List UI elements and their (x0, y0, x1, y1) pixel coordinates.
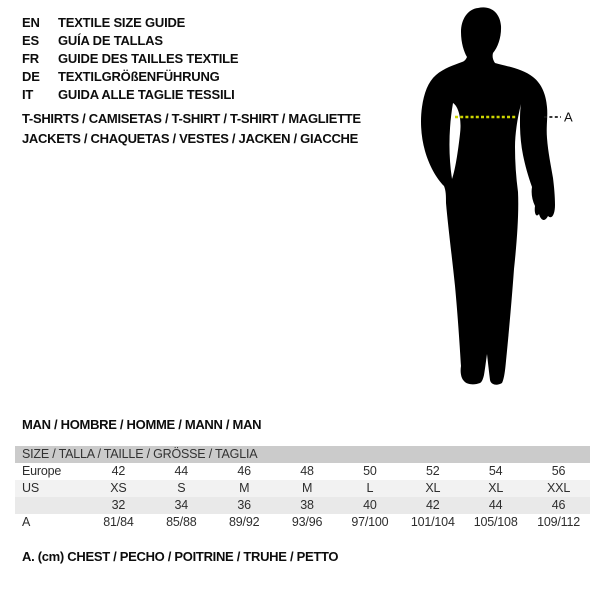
table-cell: 56 (551, 464, 566, 478)
table-cell: 54 (488, 464, 503, 478)
size-table (15, 446, 590, 531)
language-label: GUIDA ALLE TAGLIE TESSILI (58, 86, 235, 102)
table-cell: M (239, 481, 250, 495)
table-cell: 32 (111, 498, 126, 512)
row-label: US (22, 481, 39, 495)
table-cell: M (301, 481, 313, 495)
language-row (22, 31, 238, 49)
table-cell: 42 (111, 464, 126, 478)
table-cell: 101/104 (410, 515, 455, 529)
table-cell: 40 (363, 498, 377, 512)
table-cell: 36 (237, 498, 251, 512)
table-cell: XS (110, 481, 127, 495)
table-cell: 48 (300, 464, 314, 478)
measurement-footnote: A. (cm) CHEST / PECHO / POITRINE / TRUHE / PETTO (22, 549, 339, 564)
table-cell: 44 (488, 498, 503, 512)
category-line-tshirts: T-SHIRTS / CAMISETAS / T-SHIRT / T-SHIRT / MAGLIETTE (22, 111, 361, 126)
table-cell: 52 (426, 464, 440, 478)
row-label (15, 497, 87, 514)
table-row (15, 480, 590, 497)
table-cell: 93/96 (291, 515, 323, 529)
size-table-body (15, 463, 590, 531)
language-code: DE (22, 68, 40, 84)
table-cell: 42 (426, 498, 440, 512)
table-cell: 46 (237, 464, 251, 478)
language-label: TEXTILGRÖßENFÜHRUNG (58, 68, 220, 84)
language-label: GUIDE DES TAILLES TEXTILE (58, 50, 239, 66)
table-cell: 44 (174, 464, 189, 478)
table-cell: 97/100 (351, 515, 389, 529)
row-label: Europe (22, 464, 62, 478)
language-list (22, 13, 238, 103)
language-code: FR (22, 50, 39, 66)
language-label: GUÍA DE TALLAS (58, 32, 163, 48)
table-cell: 109/112 (537, 515, 580, 529)
table-row (15, 497, 590, 514)
table-cell: 46 (551, 498, 566, 512)
table-cell: XL (488, 481, 504, 495)
table-cell: XXL (547, 481, 571, 495)
chest-measure-label: A (564, 109, 573, 125)
table-cell: 105/108 (473, 515, 518, 529)
table-cell: 34 (174, 498, 189, 512)
row-label: A (22, 515, 31, 529)
language-row (22, 67, 238, 85)
silhouette-path (421, 7, 555, 384)
language-row (22, 49, 238, 67)
table-row (15, 514, 590, 531)
language-code: IT (22, 86, 34, 102)
table-cell: L (366, 481, 374, 495)
table-row (15, 463, 590, 480)
table-cell: 50 (363, 464, 377, 478)
table-cell: XL (425, 481, 441, 495)
man-silhouette (400, 0, 600, 400)
size-table-header: SIZE / TALLA / TAILLE / GRÖSSE / TAGLIA (15, 446, 590, 463)
table-cell: 89/92 (229, 515, 260, 529)
category-lines (22, 109, 361, 149)
language-label: TEXTILE SIZE GUIDE (58, 14, 186, 30)
table-cell: 81/84 (103, 515, 134, 529)
category-line-jackets: JACKETS / CHAQUETAS / VESTES / JACKEN / GIACCHE (22, 131, 358, 146)
table-cell: 85/88 (166, 515, 197, 529)
table-cell: S (177, 481, 186, 495)
size-table-grid (15, 463, 590, 531)
language-row (22, 85, 238, 103)
language-code: EN (22, 14, 40, 30)
section-title: MAN / HOMBRE / HOMME / MANN / MAN (22, 417, 262, 432)
table-cell: 38 (300, 498, 314, 512)
language-row (22, 13, 238, 31)
language-code: ES (22, 32, 39, 48)
